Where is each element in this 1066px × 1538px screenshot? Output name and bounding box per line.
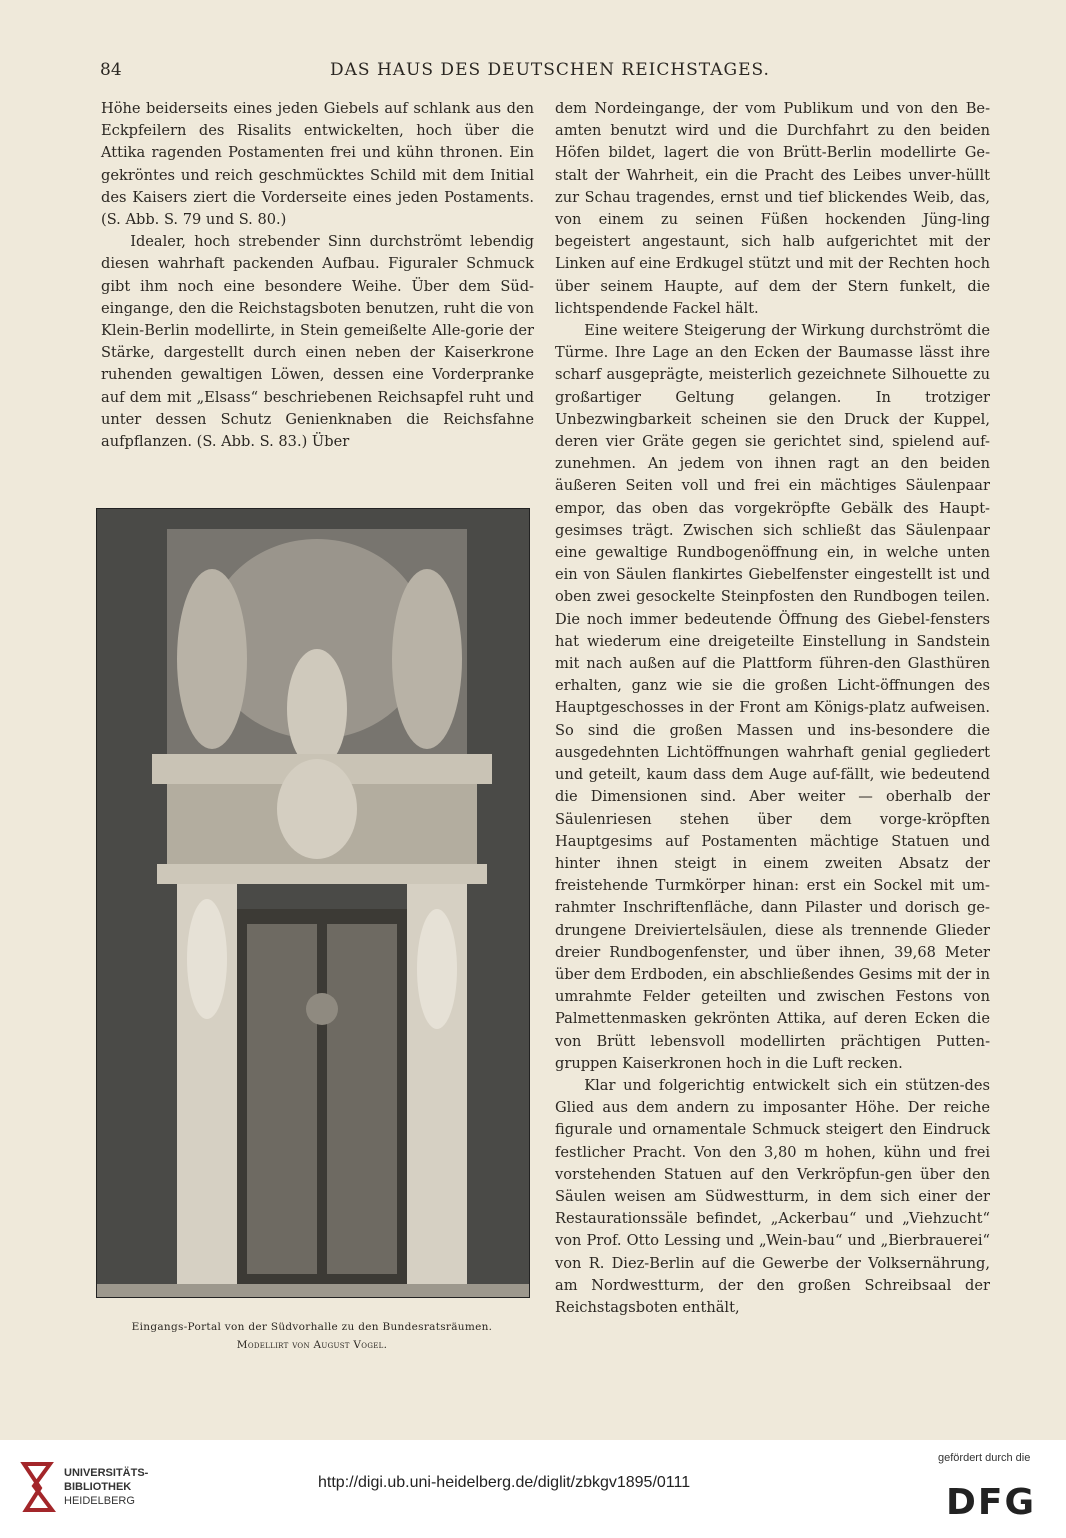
viewer-footer — [0, 1440, 1066, 1538]
caption-credit: Modellirt von August Vogel. — [236, 1339, 388, 1351]
running-title: DAS HAUS DES DEUTSCHEN REICHSTAGES. — [330, 60, 770, 80]
right-paragraph: Klar und folgerichtig entwickelt sich ein stützen-des Glied aus dem andern zu imposanter Höhe. Der reiche figurale und ornamentale Schmuck steigert den Eindruck festlicher Pracht. Von den 3,80 m hohen, kühn und frei vorstehenden Statuen auf den Verkröpfun-gen über den Säulen weisen am Südwestturm, in dem sich einer der Restaurationssäle befindet, „Ackerbau“ und „Viehzucht“ von Prof. Otto Lessing und „Wein-bau“ und „Bierbrauerei“ von R. Diez-Berlin auf die Gewerbe der Volksernährung, am Nordwestturm, der den großen Schreibsaal der Reichstagsboten enthält, — [555, 1076, 990, 1316]
dfg-logo: DFG — [946, 1482, 1037, 1523]
library-name-line: HEIDELBERG — [64, 1495, 135, 1507]
right-paragraph: dem Nordeingange, der vom Publikum und von den Be-amten benutzt wird und die Durchfahrt zu den beiden Höfen bildet, lagert die von Brütt-Berlin modellirte Ge-stalt der Wahrheit, ein die Pracht des Leibes unver-hüllt zur Schau tragendes, ernst und tief blickendes Weib, das, von einem zu seinen Füßen hockenden Jüng-ling begeistert angestaunt, sich halb aufgerichtet mit der Linken auf eine Erdkugel stützt und mit der Rechten hoch über seinem Haupte, auf dem der Stern funkelt, die lichtspendende Fackel hält. — [555, 100, 990, 317]
library-name-line: UNIVERSITÄTS- — [64, 1467, 149, 1479]
permalink-url[interactable]: http://digi.ub.uni-heidelberg.de/diglit/zbkgv1895/0111 — [318, 1474, 691, 1491]
left-column — [101, 98, 534, 453]
left-paragraph: Höhe beiderseits eines jeden Giebels auf schlank aus den Eckpfeilern des Risalits entwickelten, hoch über die Attika ragenden Postamenten frei und kühn thronen. Ein gekröntes und reich geschmücktes Schild mit dem Initial des Kaisers ziert die Vorderseite eines jeden Postaments. (S. Abb. S. 79 und S. 80.) — [101, 100, 534, 229]
library-name — [64, 1466, 148, 1508]
right-paragraph: Eine weitere Steigerung der Wirkung durchströmt die Türme. Ihre Lage an den Ecken der Baumasse lässt ihre scharf ausgeprägte, meisterlich gezeichnete Silhouette zu großartiger Geltung gelangen. In trotziger Unbezwingbarkeit scheinen sie den Druck der Kuppel, deren vier Gräte gegen sie gerichtet sind, spielend auf-zunehmen. An jedem von ihnen ragt an den beiden äußeren Seiten voll und frei ein mächtiges Säulenpaar empor, das oben das vorgekröpfte Gebälk des Haupt-gesimses trägt. Zwischen sich schließt das Säulenpaar eine gewaltige Rundbogenöffnung ein, in welche unten ein von Säulen flankirtes Giebelfenster eingestellt ist und oben zwei gesockelte Steinpfosten den Rundbogen teilen. Die noch immer bedeutende Öffnung des Giebel-fensters hat wiederum eine dreigeteilte Einstellung in Sandstein mit nach außen auf die Plattform führen-den Glasthüren erhalten, ganz wie sie die großen Licht-öffnungen des Hauptgeschosses in der Front am Königs-platz aufweisen. So sind die großen Massen und ins-besondere die ausgedehnten Lichtöffnungen wahrhaft genial gegliedert und geteilt, kaum dass dem Auge auf-fällt, wie bedeutend die Dimensionen sind. Aber weiter — oberhalb der Säulenriesen stehen über dem vorge-kröpften Hauptgesims auf Postamenten mächtige Statuen und hinter ihnen steigt in einem zweiten Absatz der freistehende Turmkörper hinan: erst ein Sockel mit um-rahmter Inschriftenfläche, dann Pilaster und dorisch ge-drungene Dreiviertelsäulen, diese als trennende Glieder dreier Rundbogenfenster, und über ihnen, 39,68 Meter über dem Erdboden, ein abschließendes Gesims mit der in umrahmte Felder geteilten und zwischen Festons von Palmettenmasken gekrönten Attika, auf deren Ecken die von Brütt lebensvoll modellirten prächtigen Putten-gruppen Kaiserkronen hoch in die Luft recken. — [555, 322, 990, 1072]
page-number: 84 — [100, 60, 122, 80]
left-paragraph: Idealer, hoch strebender Sinn durchströmt lebendig diesen wahrhaft packenden Aufbau. Figuraler Schmuck gibt ihm noch eine besondere Weihe. Über dem Süd-eingange, den die Reichstagsboten benutzen, ruht die von Klein-Berlin modellirte, in Stein gemeißelte Alle-gorie der Stärke, dargestellt durch einen neben der Kaiserkrone ruhenden gewaltigen Löwen, dessen eine Vorderpranke auf dem mit „Elsass“ beschriebenen Reichsapfel ruht und unter dessen Schutz Genienknaben die Reichsfahne aufpflanzen. (S. Abb. S. 83.) Über — [101, 233, 534, 451]
sponsor-text: gefördert durch die — [938, 1452, 1031, 1464]
page-header — [100, 60, 992, 86]
portal-photograph — [96, 508, 530, 1298]
right-column — [555, 98, 990, 1319]
caption-line: Eingangs-Portal von der Südvorhalle zu den Bundesratsräumen. — [131, 1321, 493, 1333]
figure-caption — [96, 1318, 528, 1354]
library-name-line: BIBLIOTHEK — [64, 1481, 132, 1493]
university-library-logo-icon — [20, 1460, 58, 1514]
